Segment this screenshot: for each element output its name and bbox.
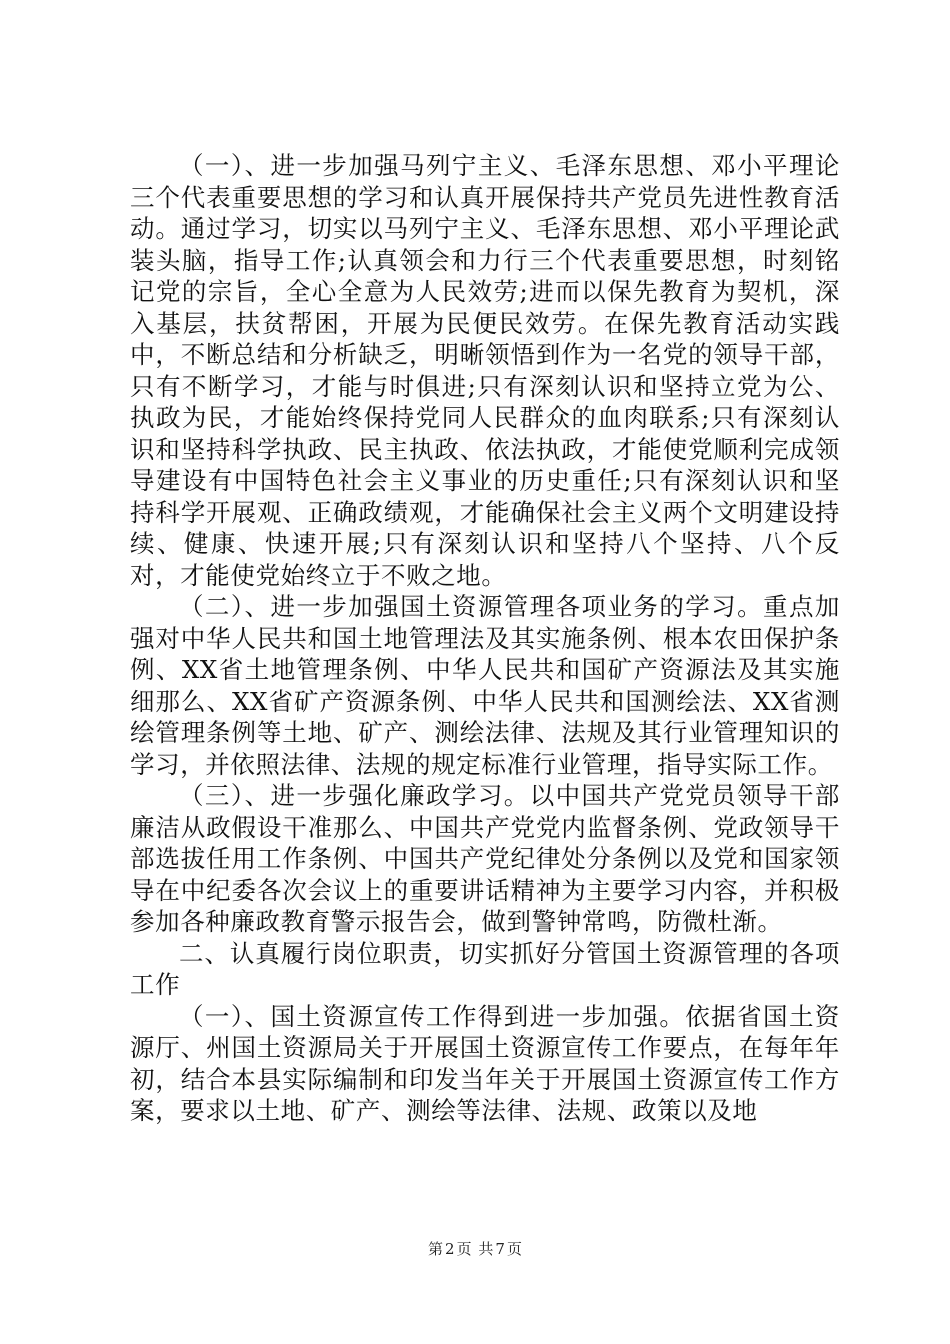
total-pages: 7 bbox=[495, 1240, 505, 1258]
section-heading-duties: 二、认真履行岗位职责，切实抓好分管国土资源管理的各项工作 bbox=[130, 938, 840, 999]
page-prefix: 第 bbox=[428, 1240, 444, 1258]
paragraph-study-integrity: （三）、进一步强化廉政学习。以中国共产党党员领导干部廉洁从政假设干准那么、中国共产党党内监督条例、党政领导干部选拔任用工作条例、中国共产党纪律处分条例以及党和国家领导在中纪委各次会议上的重要讲话精神为主要学习内容，并积极参加各种廉政教育警示报告会，做到警钟常鸣，防微杜渐。 bbox=[130, 781, 840, 936]
paragraph-study-theory: （一）、进一步加强马列宁主义、毛泽东思想、邓小平理论三个代表重要思想的学习和认真开展保持共产党员先进性教育活动。通过学习，切实以马列宁主义、毛泽东思想、邓小平理论武装头脑，指导工作;认真领会和力行三个代表重要思想，时刻铭记党的宗旨，全心全意为人民效劳;进而以保先教育为契机，深入基层，扶贫帮困，开展为民便民效劳。在保先教育活动实践中，不断总结和分析缺乏，明晰领悟到作为一名党的领导干部，只有不断学习，才能与时俱进;只有深刻认识和坚持立党为公、执政为民，才能始终保持党同人民群众的血肉联系;只有深刻认识和坚持科学执政、民主执政、依法执政，才能使党顺利完成领导建设有中国特色社会主义事业的历史重任;只有深刻认识和坚持科学开展观、正确政绩观，才能确保社会主义两个文明建设持续、健康、快速开展;只有深刻认识和坚持八个坚持、八个反对，才能使党始终立于不败之地。 bbox=[130, 151, 840, 590]
page-suffix: 页 bbox=[456, 1240, 472, 1258]
document-body bbox=[130, 150, 840, 1127]
total-prefix: 共 bbox=[478, 1240, 494, 1258]
paragraph-publicity-work: （一）、国土资源宣传工作得到进一步加强。依据省国土资源厅、州国土资源局关于开展国土资源宣传工作要点，在每年年初，结合本县实际编制和印发当年关于开展国土资源宣传工作方案，要求以土地、矿产、测绘等法律、法规、政策以及地 bbox=[130, 1001, 840, 1125]
total-suffix: 页 bbox=[506, 1240, 522, 1258]
paragraph-study-business: （二）、进一步加强国土资源管理各项业务的学习。重点加强对中华人民共和国土地管理法及其实施条例、根本农田保护条例、XX省土地管理条例、中华人民共和国矿产资源法及其实施细那么、XX省矿产资源条例、中华人民共和国测绘法、XX省测绘管理条例等土地、矿产、测绘法律、法规及其行业管理知识的学习，并依照法律、法规的规定标准行业管理，指导实际工作。 bbox=[130, 592, 840, 779]
page-footer bbox=[0, 1238, 950, 1259]
page-number: 2 bbox=[445, 1240, 455, 1258]
